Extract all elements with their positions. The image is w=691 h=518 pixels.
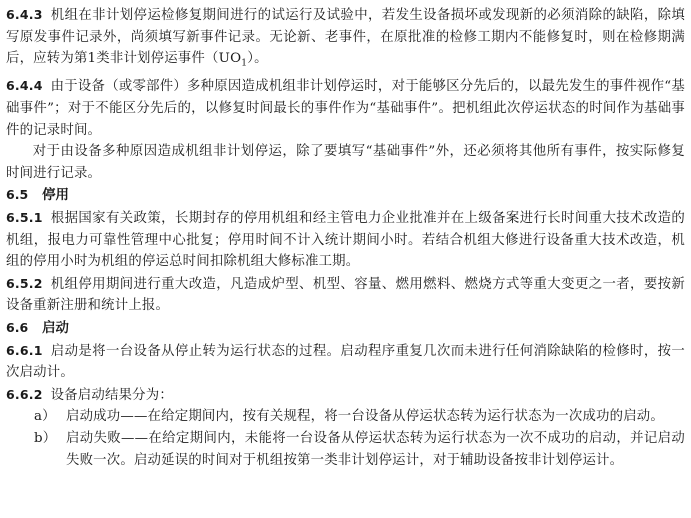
list-item-a (6, 406, 685, 428)
clause-6-5-1 (6, 207, 685, 273)
clause-text: 根据国家有关政策，长期封存的停用机组和经主管电力企业批准并在上级备案进行长时间重大技术改造的机组，报电力可靠性管理中心批复；停用时间不计入统计期间小时。若结合机组大修进行设备重大技术改造，机组的停用小时为机组的停运总时间扣除机组大修标准工期。 (6, 211, 685, 270)
clause-number: 6.4.3 (6, 7, 43, 22)
clause-text: 机组停用期间进行重大改造，凡造成炉型、机型、容量、燃用燃料、燃烧方式等重大变更之一者，要按新设备重新注册和统计上报。 (6, 276, 685, 314)
list-marker: b） (34, 430, 57, 446)
section-heading-6-6 (6, 317, 685, 340)
clause-6-4-4-paragraph-2: 对于由设备多种原因造成机组非计划停运，除了要填写“基础事件”外，还必须将其他所有事件，按实际修复时间进行记录。 (6, 144, 685, 181)
section-number: 6.5 (6, 187, 29, 203)
clause-text: 由于设备（或零部件）多种原因造成机组非计划停运时，对于能够区分先后的，以最先发生的事件视作“基础事件”；对于不能区分先后的，以修复时间最长的事件作为“基础事件”。把机组此次停运状态的时间作为基础事件的记录时间。 (6, 79, 685, 138)
clause-number: 6.6.1 (6, 342, 43, 358)
section-title: 启动 (42, 320, 69, 336)
clause-text: 机组在非计划停运检修复期间进行的试运行及试验中，若发生设备损坏或发现新的必须消除的缺陷，除填写原发事件记录外，尚须填写新事件记录。无论新、老事件，在原批准的检修工期内不能修复时，则在检修期满后，应转为第1类非计划停运事件（UO (6, 8, 685, 67)
clause-number: 6.6.2 (6, 386, 43, 402)
clause-text: 启动是将一台设备从停止转为运行状态的过程。启动程序重复几次而未进行任何消除缺陷的检修时，按一次启动计。 (6, 343, 685, 381)
clause-number: 6.4.4 (6, 78, 43, 94)
list-item-b (6, 428, 685, 471)
list-item-text: 启动成功——在给定期间内，按有关规程，将一台设备从停运状态转为运行状态为一次成功的启动。 (66, 409, 664, 425)
clause-number: 6.5.1 (6, 210, 43, 226)
list-marker: a） (34, 409, 56, 425)
clause-6-6-1 (6, 340, 685, 384)
subscript: 1 (241, 58, 248, 69)
section-title: 停用 (42, 188, 69, 204)
clause-number: 6.5.2 (6, 275, 43, 291)
clause-6-4-4 (6, 75, 685, 141)
section-number: 6.6 (6, 319, 29, 335)
clause-6-4-3 (6, 4, 685, 75)
list-item-text: 启动失败——在给定期间内，未能将一台设备从停运状态转为运行状态为一次不成功的启动，并记启动失败一次。启动延误的时间对于机组按第一类非计划停运计，对于辅助设备按非计划停运计。 (66, 430, 685, 468)
clause-6-5-2 (6, 273, 685, 317)
clause-text-tail: ）。 (247, 51, 268, 67)
clause-text: 设备启动结果分为： (50, 387, 173, 403)
section-heading-6-5 (6, 184, 685, 207)
clause-6-6-2 (6, 384, 685, 407)
